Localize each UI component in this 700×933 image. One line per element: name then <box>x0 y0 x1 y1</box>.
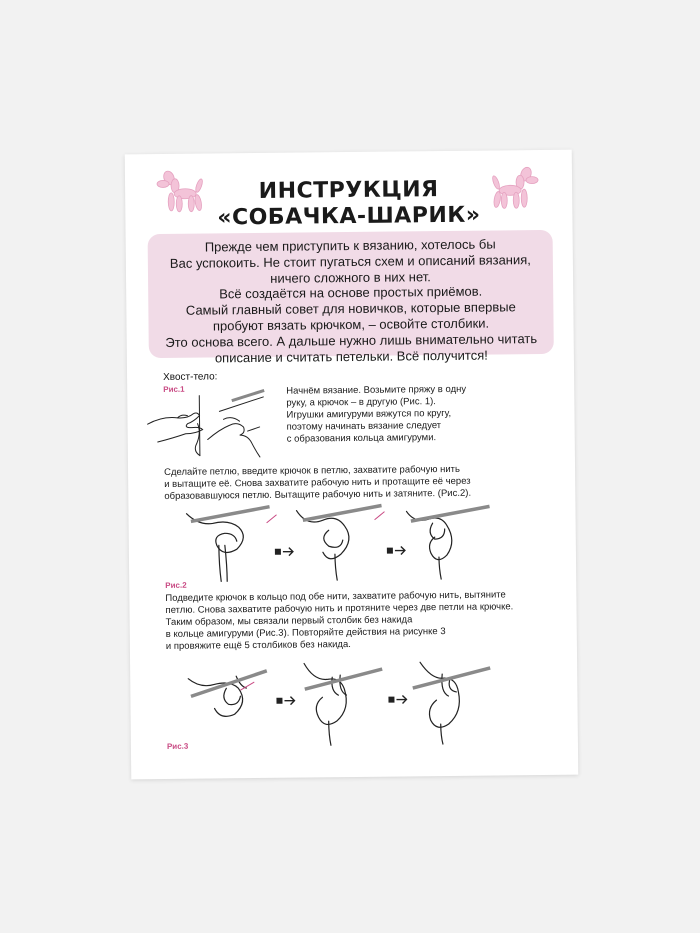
text-line: Таким образом, мы связали первый столбик без накида <box>165 614 413 628</box>
text-line: и вытащите её. Снова захватите рабочую нить и протащите её через <box>164 475 471 490</box>
arrow-right-icon <box>276 697 294 705</box>
crochet-loop-diagram <box>178 502 559 586</box>
text-line: руку, а крючок – в другую (Рис. 1). <box>286 396 436 409</box>
text-line: Сделайте петлю, введите крючок в петлю, захватите рабочую нить <box>164 463 460 478</box>
title-line-1: ИНСТРУКЦИЯ <box>258 177 439 204</box>
text-line: петлю. Снова захватите рабочую нить и протяните через две петли на крючке. <box>165 601 514 616</box>
text-line: в кольце амигуруми (Рис.3). Повторяйте действия на рисунке 3 <box>165 626 446 640</box>
intro-line: описание и считать петельки. Всё получится! <box>214 347 488 366</box>
figure-label: Рис.3 <box>166 741 189 751</box>
intro-line: Это основа всего. А дальше нужно лишь внимательно читать <box>165 330 538 350</box>
instruction-sheet <box>125 150 579 780</box>
fig1-description <box>286 383 547 446</box>
intro-line: ничего сложного в них нет. <box>270 268 431 286</box>
text-line: Подведите крючок в кольцо под обе нити, захватите рабочую нить, вытяните <box>165 589 506 604</box>
intro-box <box>148 230 554 366</box>
figure-label: Рис.1 <box>163 384 185 394</box>
crochet-loop-diagram <box>180 655 561 749</box>
intro-line: Вас успокоить. Не стоит пугаться схем и описаний вязания, <box>169 251 531 271</box>
section-title: Хвост-тело: <box>163 371 218 383</box>
intro-line: Самый главный совет для новичков, которые впервые <box>185 299 516 318</box>
text-line: поэтому начинать вязание следует <box>286 420 442 433</box>
intro-line: Прежде чем приступить к вязанию, хотелось бы <box>204 236 496 255</box>
text-line: Начнём вязание. Возьмите пряжу в одну <box>286 383 467 397</box>
crochet-hands-illustration <box>147 393 268 459</box>
step3-description <box>165 589 566 653</box>
arrow-right-icon <box>388 695 406 703</box>
text-line: и провяжите ещё 5 столбиков без накида. <box>165 639 351 652</box>
arrow-right-icon <box>275 548 293 556</box>
text-line: образовавшуюся петлю. Вытащите рабочую нить и затяните. (Рис.2). <box>164 487 472 502</box>
step2-description <box>164 463 564 503</box>
figure-label: Рис.2 <box>165 580 187 590</box>
page-title <box>125 176 573 233</box>
title-line-2: «СОБАЧКА-ШАРИК» <box>217 202 481 231</box>
intro-line: Всё создаётся на основе простых приёмов. <box>219 284 483 302</box>
arrow-right-icon <box>387 546 405 554</box>
intro-line: пробуют вязать крючком, – освойте столбики. <box>212 315 490 334</box>
text-line: Игрушки амигуруми вяжутся по кругу, <box>286 407 452 421</box>
text-line: с образования кольца амигуруми. <box>286 432 437 445</box>
